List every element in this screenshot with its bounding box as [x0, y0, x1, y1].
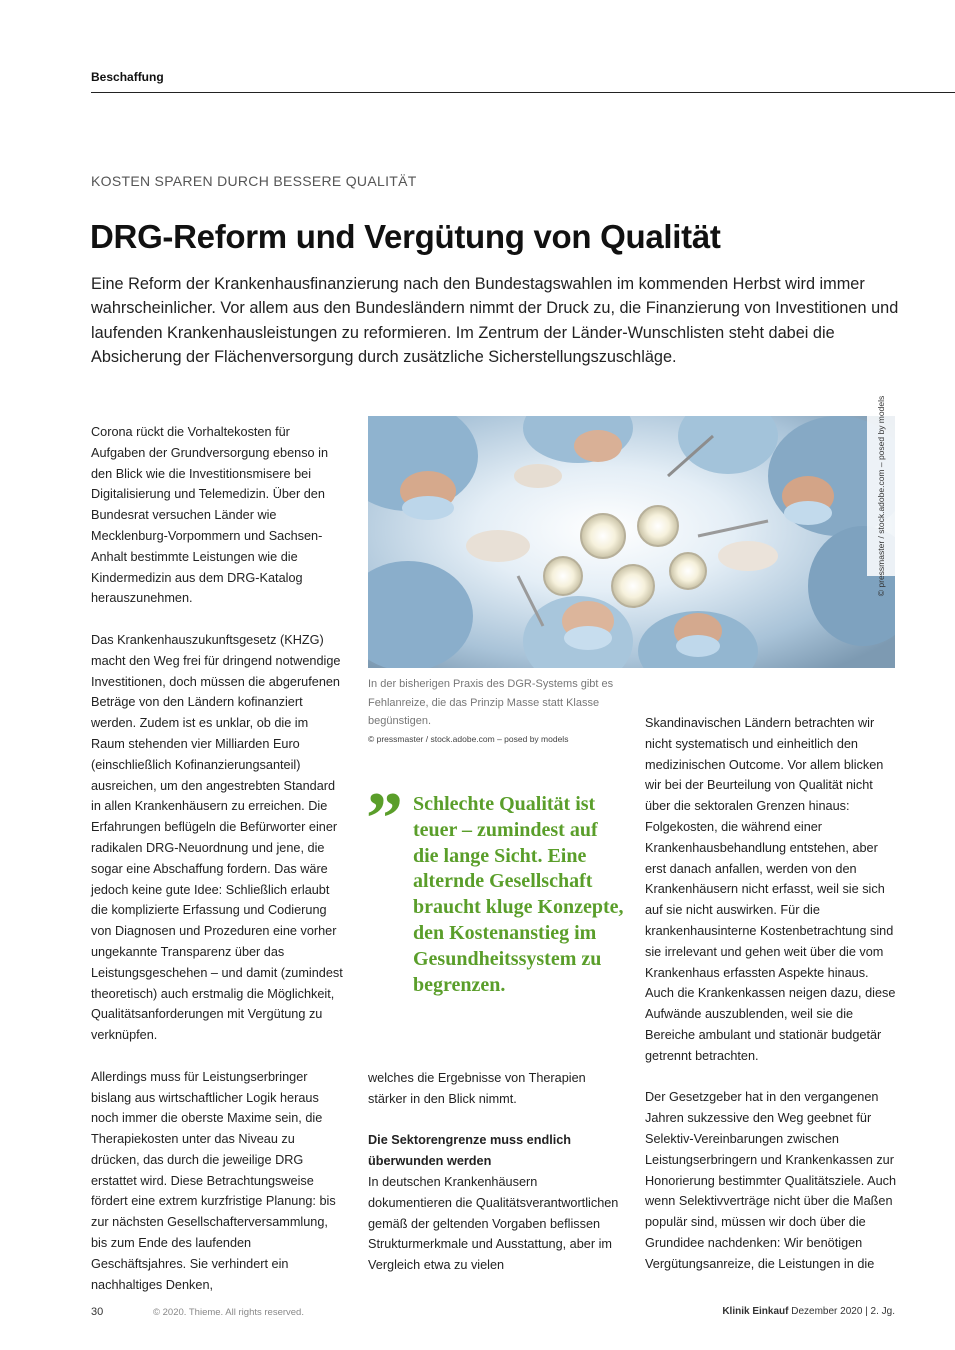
- journal-name: Klinik Einkauf: [722, 1306, 789, 1317]
- figure-credit: © pressmaster / stock.adobe.com – posed by models: [368, 734, 569, 744]
- paragraph: Allerdings muss für Leistungserbringer bislang aus wirtschaftlicher Logik heraus noch immer die oberste Maxime sein, die Therapiekosten unter das Niveau zu drücken, das durch die jeweilige DRG erstattet wird. Diese Betrachtungsweise fördert eine extrem kurzfristige Planung: bis zur nächsten Gesellschafterversammlung, bis zum Ende des laufenden Geschäftsjahres. Sie verhindert ein nachhaltiges Denken,: [91, 1069, 336, 1292]
- body-column-1: [91, 422, 343, 1316]
- photo-credit-vertical: © pressmaster / stock.adobe.com – posed by models: [867, 416, 895, 576]
- paragraph: welches die Ergebnisse von Therapien stärker in den Blick nimmt.: [368, 1071, 586, 1106]
- figure-caption: In der bisherigen Praxis des DGR-Systems gibt es Fehlanreize, die das Prinzip Masse statt Klasse begünstigen.: [368, 678, 614, 727]
- journal-info: [722, 1306, 895, 1317]
- copyright-notice: © 2020. Thieme. All rights reserved.: [153, 1307, 304, 1318]
- article-kicker: KOSTEN SPAREN DURCH BESSERE QUALITÄT: [91, 173, 417, 189]
- paragraph: Corona rückt die Vorhaltekosten für Aufgaben der Grundversorgung ebenso in den Blick wie die Investitionsmisere bei Digitalisierung und Telemedizin. Über den Bundesrat versuchen Länder wie Mecklenburg-Vorpommern und Sachsen-Anhalt bestimmte Leistungen wie die Kindermedizin aus dem DRG-Katalog herauszunehmen.: [91, 425, 328, 606]
- paragraph: Der Gesetzgeber hat in den vergangenen Jahren sukzessive den Weg geebnet für Selektiv-Vereinbarungen zwischen Leistungserbringern und Krankenkassen zur Honorierung bestimmter Qualitätsziele. Auch wenn Selektivverträge nicht über die Maßen populär sind, müssen wir doch über die Grundidee nachdenken: Wir benötigen Vergütungsanreize, die Leistungen in die: [645, 1090, 897, 1271]
- quote-mark-icon: ”: [366, 778, 403, 860]
- paragraph: Skandinavischen Ländern betrachten wir nicht systematisch und einheitlich den medizinischen Outcome. Vor allem blicken wir bei der Beurteilung von Qualität nicht über die sektoralen Grenzen hinaus: Folgekosten, die während einer Krankenhausbehandlung entstehen, aber erst danach anfallen, werden von den Krankenhäusern nicht erfasst, weil sie sich auf sie nicht auswirken. Für die krankenhausinterne Kostenbetrachtung sind sie irrelevant und gehen weit über die vom Krankenhaus erfassten Aspekte hinaus. Auch die Krankenkassen neigen dazu, diese Aufwände auszublenden, weil sie die Bereiche ambulant und stationär budgetär getrennt betrachten.: [645, 716, 896, 1063]
- page-number: 30: [91, 1306, 104, 1318]
- article-lead: Eine Reform der Krankenhausfinanzierung nach den Bundestagswahlen im kommenden Herbst wird immer wahrscheinlicher. Vor allem aus den Bundesländern nimmt der Druck zu, die Finanzierung von Investitionen und laufenden Krankenhausleistungen zu reformieren. Im Zentrum der Länder-Wunschlisten steht dabei die Absicherung der Flächenversorgung durch zusätzliche Sicherstellungszuschläge.: [91, 275, 899, 366]
- journal-issue: Dezember 2020 | 2. Jg.: [791, 1306, 895, 1317]
- header-rule: [91, 92, 955, 93]
- body-column-2: [368, 1068, 623, 1297]
- pull-quote: Schlechte Qualität ist teuer – zumindest auf die lange Sicht. Eine alternde Gesellschaft braucht kluge Konzepte, den Kostenanstieg im Gesundheitssystem zu begrenzen.: [413, 793, 624, 996]
- paragraph: In deutschen Krankenhäusern dokumentieren die Qualitätsverantwortlichen gemäß der geltenden Vorgaben beflissen Strukturmerkmale und Ausstattung, aber im Vergleich etwa zu vielen: [368, 1174, 619, 1273]
- section-label: Beschaffung: [91, 70, 164, 84]
- subheading: Die Sektorengrenze muss endlich überwunden werden: [368, 1133, 572, 1169]
- body-column-3: [645, 713, 897, 1295]
- paragraph: Das Krankenhauszukunftsgesetz (KHZG) macht den Weg frei für dringend notwendige Investitionen, doch müssen die abgerufenen Beträge von den Ländern kofinanziert werden. Zudem ist es unklar, ob die im Raum stehenden vier Milliarden Euro (einschließlich Kofinanzierungsanteil) ausreichen, um den angestrebten Standard in allen Krankenhäusern zu erreichen. Die Erfahrungen beflügeln die Befürworter einer radikalen DRG-Neuordnung und jene, die sogar eine Abschaffung fordern. Das wäre jedoch keine gute Idee: Schließlich erlaubt die komplizierte Erfassung und Codierung von Diagnosen und Prozeduren eine vorher ungekannte Transparenz über das Leistungsgeschehen – und damit (zumindest theoretisch) auch erstmalig die Möglichkeit, Qualitätsanforderungen mit Vergütung zu verknüpfen.: [91, 632, 343, 1043]
- surgeons-photo: [368, 416, 895, 668]
- article-title: DRG-Reform und Vergütung von Qualität: [90, 218, 721, 255]
